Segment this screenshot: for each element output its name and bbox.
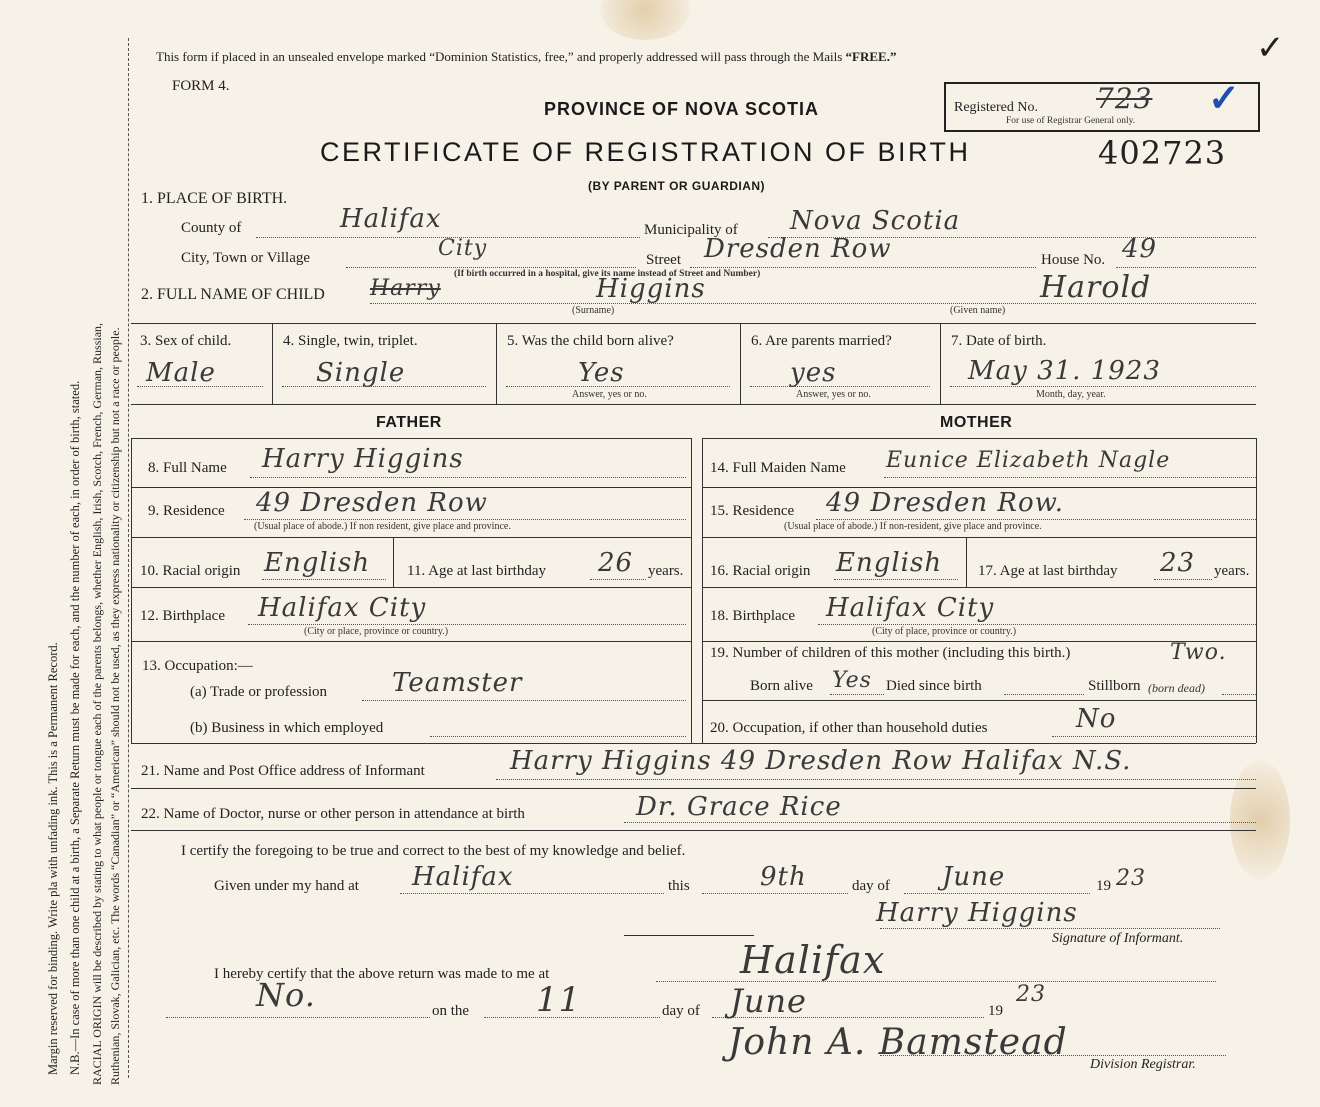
margin-note-racial: RACIAL ORIGIN will be described by stating to what people or tongue each of the parents belongs, whether English, Irish, Scotch, French, German, Russian, — [90, 322, 104, 1085]
house-line — [1116, 267, 1256, 268]
mother-res-label: 15. Residence — [710, 503, 795, 519]
born-alive-label: Born alive — [750, 678, 813, 694]
trade-line — [362, 700, 686, 701]
stillborn-note: (born dead) — [1148, 681, 1205, 695]
mother-racial-value: English — [836, 548, 943, 578]
street-value: Dresden Row — [704, 234, 892, 264]
occupation-label: 13. Occupation:— — [142, 658, 253, 674]
house-label: House No. — [1041, 252, 1106, 268]
dob-label: 7. Date of birth. — [951, 333, 1047, 349]
given-note: (Given name) — [950, 305, 1006, 316]
margin-note-nb: N.B.—In case of more than one child at a birth, a Separate Return must be made for each, and the number of each, in order of birth, stated. — [68, 380, 82, 1075]
father-name-line — [250, 477, 686, 478]
mother-birthplace-label: 18. Birthplace — [710, 608, 795, 624]
given-place-line — [400, 893, 664, 894]
mother-name-line — [884, 477, 1256, 478]
father-age-line — [590, 579, 646, 580]
dob-note: Month, day, year. — [1036, 389, 1106, 400]
child-name-label: 2. FULL NAME OF CHILD — [141, 286, 325, 303]
signature-line — [880, 928, 1220, 929]
mother-box-right — [1256, 438, 1257, 743]
margin-note-racial-2: Ruthenian, Slovak, Galician, etc. The words “Canadian” or “American” should not be used, as they express nationality or citizenship but not a race or people. — [108, 327, 122, 1085]
father-name-value: Harry Higgins — [262, 444, 464, 474]
mother-box-left — [702, 438, 703, 743]
certificate-number: 402723 — [1098, 134, 1227, 172]
father-res-value: 49 Dresden Row — [256, 488, 488, 518]
father-name-label: 8. Full Name — [148, 460, 227, 476]
signature-label: Signature of Informant. — [1052, 931, 1184, 946]
mother-heading: MOTHER — [940, 414, 1013, 431]
registered-number: 723 — [1096, 82, 1153, 115]
father-rule-3 — [131, 587, 691, 588]
alive-value: Yes — [578, 358, 625, 388]
father-birthplace-label: 12. Birthplace — [140, 608, 225, 624]
municipality-label: Municipality of — [644, 222, 738, 238]
mother-birthplace-note: (City of place, province or country.) — [872, 626, 1017, 637]
mother-res-value: 49 Dresden Row. — [826, 488, 1065, 518]
child-struck-name: Harry — [370, 276, 441, 301]
doctor-label: 22. Name of Doctor, nurse or other person in attendance at birth — [141, 806, 525, 822]
stillborn-line — [1222, 694, 1256, 695]
month-line — [904, 893, 1090, 894]
registrar-signature-line — [880, 1055, 1226, 1056]
doctor-value: Dr. Grace Rice — [636, 792, 842, 822]
doctor-line — [624, 822, 1256, 823]
certificate-subtitle: (BY PARENT OR GUARDIAN) — [588, 179, 766, 193]
sex-value: Male — [146, 358, 216, 388]
certify-year: 23 — [1116, 866, 1146, 891]
registrar-day-of-label: day of — [662, 1003, 700, 1019]
on-the-label: on the — [432, 1003, 470, 1019]
municipality-value: Nova Scotia — [790, 206, 961, 236]
registered-box — [944, 78, 1260, 132]
city-value: City — [438, 236, 488, 261]
surname-note: (Surname) — [572, 305, 615, 316]
father-heading: FATHER — [376, 414, 442, 431]
registered-note: For use of Registrar General only. — [1006, 116, 1136, 126]
father-res-line — [244, 519, 686, 520]
row3-bottom-rule — [131, 404, 1256, 405]
trade-label: (a) Trade or profession — [190, 684, 328, 700]
street-line — [690, 267, 1036, 268]
sex-label: 3. Sex of child. — [140, 333, 232, 349]
county-label: County of — [181, 220, 242, 236]
hospital-note: (If birth occurred in a hospital, give its name instead of Street and Number) — [454, 269, 761, 279]
children-label: 19. Number of children of this mother (including this birth.) — [710, 645, 1071, 661]
certify-year-prefix: 19 — [1096, 878, 1111, 894]
father-res-note: (Usual place of abode.) If non resident, give place and province. — [254, 521, 511, 532]
city-line — [346, 267, 636, 268]
mother-racial-divider — [966, 537, 967, 587]
father-heading-rule — [131, 438, 691, 439]
died-label: Died since birth — [886, 678, 982, 694]
mother-name-value: Eunice Elizabeth Nagle — [886, 448, 1171, 473]
check-mark-top: ✓ — [1256, 30, 1285, 67]
row3-div-4 — [940, 323, 941, 404]
row3-div-1 — [272, 323, 273, 404]
mother-racial-label: 16. Racial origin — [710, 563, 811, 579]
mother-racial-line — [834, 579, 958, 580]
father-racial-label: 10. Racial origin — [140, 563, 241, 579]
registrar-place: Halifax — [740, 938, 886, 982]
mother-name-label: 14. Full Maiden Name — [710, 460, 846, 476]
trade-value: Teamster — [392, 668, 523, 698]
mother-occupation-label: 20. Occupation, if other than household duties — [710, 720, 988, 736]
city-label: City, Town or Village — [181, 250, 311, 266]
children-value: Two. — [1170, 640, 1227, 665]
mother-rule-2 — [702, 537, 1256, 538]
top-notice — [156, 49, 896, 65]
mother-rule-5 — [702, 700, 1256, 701]
registrar-number-line — [166, 1017, 430, 1018]
married-value: yes — [790, 358, 837, 388]
mother-occupation-line — [1052, 736, 1256, 737]
given-under-label: Given under my hand at — [214, 878, 359, 894]
child-surname: Higgins — [596, 274, 706, 304]
married-label: 6. Are parents married? — [751, 333, 892, 349]
informant-label: 21. Name and Post Office address of Informant — [141, 763, 425, 779]
registrar-signature-label: Division Registrar. — [1090, 1057, 1196, 1072]
father-birthplace-value: Halifax City — [258, 593, 427, 623]
mother-res-note: (Usual place of abode.) If non-resident, give place and province. — [784, 521, 1042, 532]
registrar-month: June — [730, 982, 807, 1020]
informant-bottom-rule — [131, 788, 1256, 789]
single-label: 4. Single, twin, triplet. — [283, 333, 418, 349]
stain-top — [600, 0, 690, 40]
street-label: Street — [646, 252, 681, 268]
father-box-right — [691, 438, 692, 743]
informant-line — [496, 779, 1256, 780]
registrar-day: 11 — [536, 980, 582, 1020]
father-rule-4 — [131, 641, 691, 642]
top-notice-free: “FREE.” — [845, 49, 897, 64]
registered-label: Registered No. — [954, 100, 1038, 115]
row3-div-2 — [496, 323, 497, 404]
married-note: Answer, yes or no. — [796, 389, 871, 400]
single-line — [282, 386, 486, 387]
form-number: FORM 4. — [172, 78, 230, 94]
father-racial-divider — [393, 537, 394, 587]
registrar-year: 23 — [1016, 982, 1046, 1007]
father-birthplace-note: (City or place, province or country.) — [304, 626, 449, 637]
mother-rule-3 — [702, 587, 1256, 588]
top-notice-text: This form if placed in an unsealed envelope marked “Dominion Statistics, free,” and properly addressed will pass through the Mails — [156, 49, 846, 64]
place-heading: 1. PLACE OF BIRTH. — [141, 190, 288, 207]
registrar-signature: John A. Bamstead — [728, 1022, 1068, 1063]
certify-month: June — [942, 862, 1006, 892]
mother-age-value: 23 — [1160, 548, 1196, 578]
alive-line — [506, 386, 730, 387]
mother-birthplace-line — [818, 624, 1256, 625]
single-value: Single — [316, 358, 406, 388]
mother-age-line — [1154, 579, 1212, 580]
day-of-label: day of — [852, 878, 890, 894]
informant-signature: Harry Higgins — [876, 898, 1078, 928]
given-place-value: Halifax — [412, 862, 514, 892]
stillborn-label: Stillborn — [1088, 678, 1141, 694]
sex-line — [137, 386, 263, 387]
mother-heading-rule — [702, 438, 1256, 439]
father-racial-line — [262, 579, 386, 580]
born-alive-value: Yes — [832, 668, 872, 693]
married-line — [750, 386, 930, 387]
father-box-left — [131, 438, 132, 743]
father-age-label: 11. Age at last birthday — [407, 563, 546, 579]
died-line — [1004, 694, 1084, 695]
province-title: PROVINCE OF NOVA SCOTIA — [544, 99, 820, 119]
mother-age-unit: years. — [1214, 563, 1250, 579]
mother-birthplace-value: Halifax City — [826, 593, 995, 623]
informant-top-rule — [131, 743, 1256, 744]
mother-occupation-value: No — [1076, 704, 1117, 734]
margin-note-binding: Margin reserved for binding. Write pla with unfading ink. This is a Permanent Record. — [46, 642, 60, 1075]
born-alive-line — [830, 694, 884, 695]
registrar-text: I hereby certify that the above return was made to me at — [214, 966, 550, 982]
dob-value: May 31. 1923 — [968, 356, 1161, 386]
this-label: this — [668, 878, 690, 894]
certify-day: 9th — [760, 862, 807, 892]
stain-right — [1230, 760, 1290, 880]
father-racial-value: English — [264, 548, 371, 578]
father-birthplace-line — [248, 624, 686, 625]
mother-age-label: 17. Age at last birthday — [978, 563, 1118, 579]
row3-div-3 — [740, 323, 741, 404]
father-age-unit: years. — [648, 563, 684, 579]
house-value: 49 — [1122, 234, 1158, 264]
registrar-year-prefix: 19 — [988, 1003, 1003, 1019]
father-rule-2 — [131, 537, 691, 538]
alive-label: 5. Was the child born alive? — [507, 333, 674, 349]
child-given-name: Harold — [1040, 270, 1152, 305]
row3-top-rule — [131, 323, 1256, 324]
margin-rule — [128, 38, 129, 1078]
certify-text: I certify the foregoing to be true and correct to the best of my knowledge and belief. — [181, 843, 686, 859]
check-mark-box: ✓ — [1208, 78, 1240, 120]
registrar-number: No. — [256, 976, 316, 1014]
dob-line — [950, 386, 1256, 387]
day-line — [702, 893, 848, 894]
alive-note: Answer, yes or no. — [572, 389, 647, 400]
doctor-bottom-rule — [131, 830, 1256, 831]
registrar-short-rule — [624, 935, 754, 936]
business-label: (b) Business in which employed — [190, 720, 384, 736]
business-line — [430, 736, 686, 737]
mother-res-line — [816, 519, 1256, 520]
county-value: Halifax — [340, 204, 442, 234]
father-res-label: 9. Residence — [148, 503, 225, 519]
informant-value: Harry Higgins 49 Dresden Row Halifax N.S. — [510, 746, 1132, 776]
certificate-title: CERTIFICATE OF REGISTRATION OF BIRTH — [320, 137, 971, 167]
father-age-value: 26 — [598, 548, 634, 578]
